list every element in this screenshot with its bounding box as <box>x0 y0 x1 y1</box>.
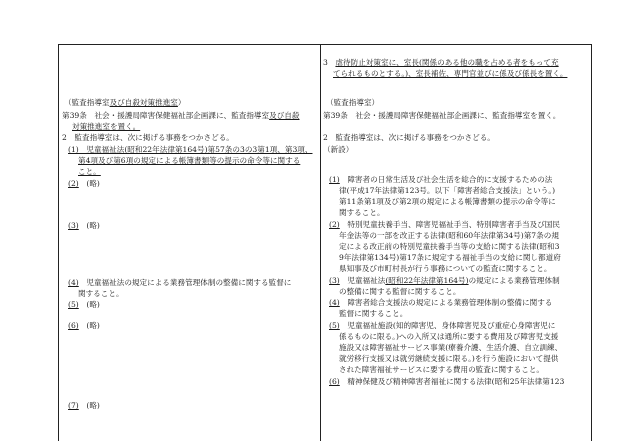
left-article-39-line1: 第39条 社会・援護局障害保健福祉部企画課に、監査指導室及び自殺 <box>62 111 300 120</box>
right-item-2-line3: 定による改正前の特別児童扶養手当等の支給に関する法律(昭和3 <box>339 242 560 251</box>
left-article-39-line2: 対策推進室を置く。 <box>72 122 141 131</box>
left-item-5: (5) (略) <box>68 300 100 309</box>
left-heading: （監査指導室及び自殺対策推進室） <box>64 98 186 107</box>
right-item-2-line2: 年金法等の一部を改正する法律(昭和60年法律第34号)第7条の規 <box>339 231 559 240</box>
right-item-2-line4: 9年法律第134号)第17条に規定する福祉手当の支給に関し都道府 <box>339 253 561 262</box>
right-new-provision: （新設） <box>323 145 354 154</box>
left-item-2: (2) (略) <box>68 179 100 188</box>
right-item-5-line3: 施設又は障害福祉サービス事業(療養介護、生活介護、自立訓練、 <box>339 343 563 352</box>
column-divider <box>320 44 321 441</box>
table-top-border <box>58 44 592 45</box>
right-item-3-line2: の整備に関する監督に関すること。 <box>339 287 461 296</box>
left-item-4-line2: 関すること。 <box>78 289 124 298</box>
right-item-5-line4: 就労移行支援又は就労継続支援に限る。)を行う施設において提供 <box>339 354 559 363</box>
right-item-1-line1: (1) 障害者の日常生活及び社会生活を総合的に支援するための法 <box>329 175 553 184</box>
right-item-5-line5: された障害福祉サービスに要する費用の監査に関すること。 <box>339 365 545 374</box>
right-item-5-line1: (5) 児童福祉施設(知的障害児、身体障害児及び重症心身障害児に <box>329 321 556 330</box>
left-item-1-line1: (1) 児童福祉法(昭和22年法律第164号)第57条の3の3第1項、第3項、 <box>68 145 313 154</box>
left-item-4-line1: (4) 児童福祉法の規定による業務管理体制の整備に関する監督に <box>68 278 292 287</box>
table-right-border <box>591 44 592 441</box>
left-item-1-line2: 第4項及び第6項の規定による帳簿書類等の提示の命令等に関する <box>78 156 301 165</box>
right-item-2-line1: (2) 特別児童扶養手当、障害児福祉手当、特別障害者手当及び国民 <box>329 220 560 229</box>
right-heading: （監査指導室） <box>326 98 380 107</box>
right-item-6-line1: (6) 精神保健及び精神障害者福祉に関する法律(昭和25年法律第123 <box>329 377 565 386</box>
right-item-4-line2: 監督に関すること。 <box>339 309 408 318</box>
right-top-line1: 3 虐待防止対策室に、室長(関係のある他の職を占める者をもって充 <box>323 58 559 67</box>
left-item-6: (6) (略) <box>68 321 100 330</box>
left-item-1-line3: こと。 <box>78 167 101 176</box>
left-item-7: (7) (略) <box>68 401 100 410</box>
right-item-5-line2: 係るものに限る。)への入所又は通所に要する費用及び障害児支援 <box>339 332 559 341</box>
right-item-1-line3: 第11条第1項及び第2項の規定による帳簿書類の提示の命令等に <box>339 197 556 206</box>
right-item-1-line2: 律(平成17年法律第123号。以下「障害者総合支援法」という。) <box>339 186 556 195</box>
table-left-border <box>58 44 59 441</box>
right-item-2-line5: 県知事及び市町村長が行う事務についての監査に関すること。 <box>339 264 552 273</box>
left-item-3: (3) (略) <box>68 221 100 230</box>
right-item-4-line1: (4) 障害者総合支援法の規定による業務管理体制の整備に関する <box>329 298 553 307</box>
right-item-1-line4: 関すること。 <box>339 208 385 217</box>
right-item-3-line1: (3) 児童福祉法(昭和22年法律第164号)の規定による業務管理体制 <box>329 276 560 285</box>
right-paragraph-2: 2 監査指導室は、次に掲げる事務をつかさどる。 <box>323 133 495 142</box>
right-top-line2: てられるものとする。)、室長補佐、専門官並びに係及び係長を置く。 <box>333 69 568 78</box>
right-article-39: 第39条 社会・援護局障害保健福祉部企画課に、監査指導室を置く。 <box>323 111 561 120</box>
left-paragraph-2: 2 監査指導室は、次に掲げる事務をつかさどる。 <box>62 133 234 142</box>
